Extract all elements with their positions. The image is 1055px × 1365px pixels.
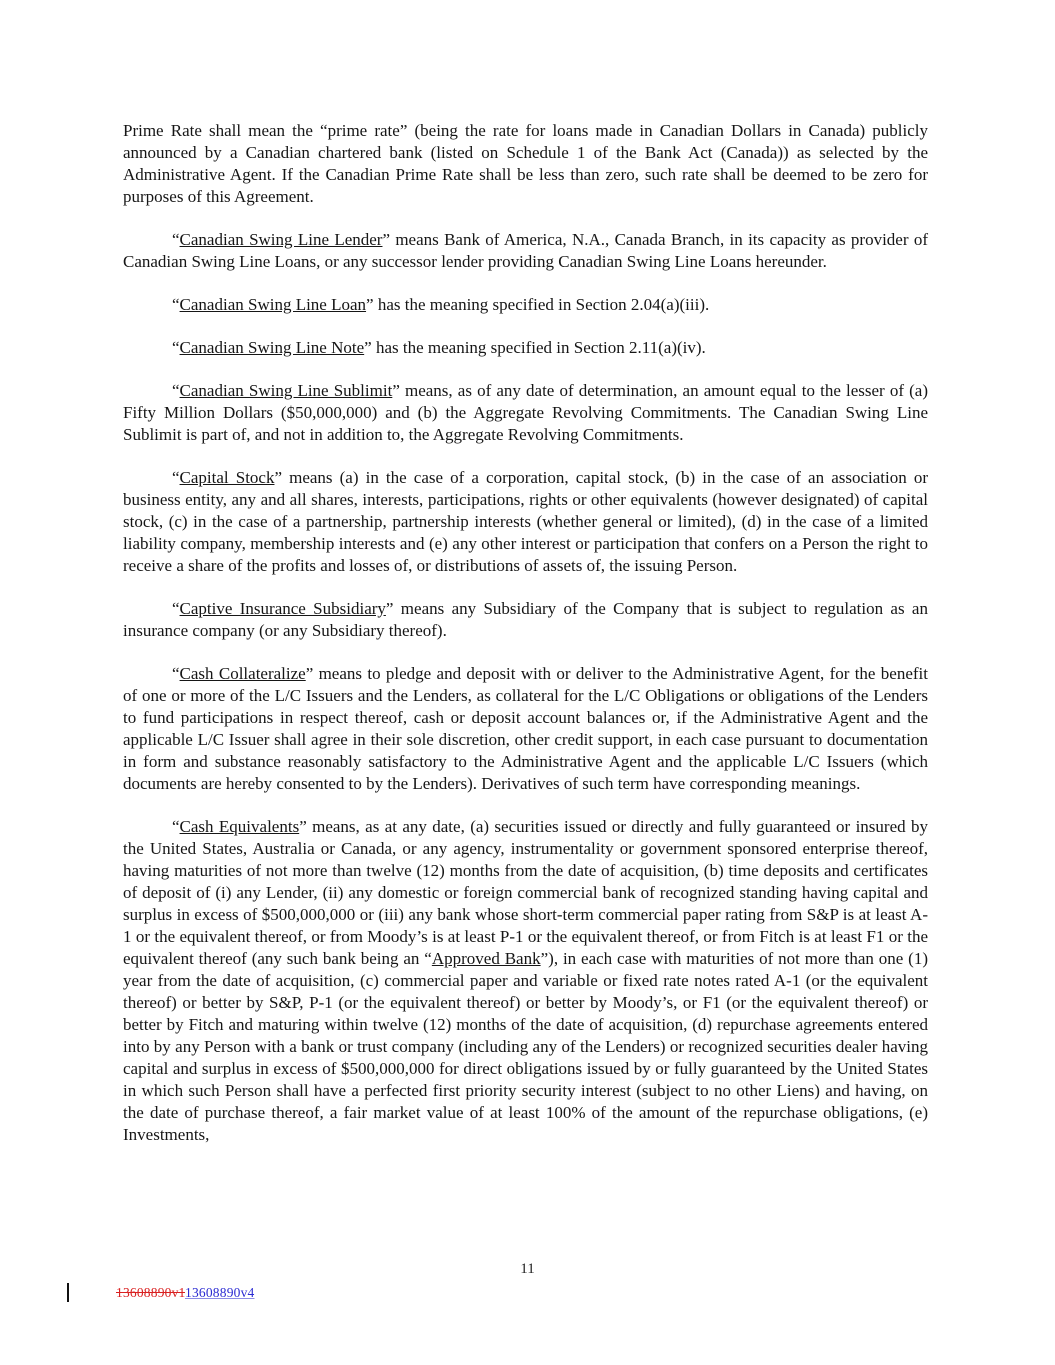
text-run: ” means, as of any date of determination, an amount equal to the lesser of (a) Fifty Million Dollars ($50,000,000) and (b) the Aggregate Revolving Commitments. The Canadian Swing Line Sublimit is part of, and not in addition to, the Aggregate Revolving Commitments. <box>123 381 928 444</box>
paragraph <box>123 380 928 446</box>
text-run: “ <box>172 295 180 314</box>
paragraph <box>123 663 928 795</box>
text-run: “ <box>172 338 180 357</box>
text-run: “ <box>172 599 180 618</box>
paragraph <box>123 120 928 208</box>
defined-term: Approved Bank <box>431 949 541 968</box>
defined-term: Captive Insurance Subsidiary <box>179 599 386 618</box>
defined-term: Canadian Swing Line Sublimit <box>179 381 393 400</box>
defined-term: Canadian Swing Line Note <box>179 338 365 357</box>
text-run: ” means to pledge and deposit with or deliver to the Administrative Agent, for the benefit of one or more of the L/C Issuers and the Lenders, as collateral for the L/C Obligations or obligations of the Lenders to fund participations in respect thereof, cash or deposit account balances or, if the Administrative Agent and the applicable L/C Issuer shall agree in their sole discretion, other credit support, in each case pursuant to documentation in form and substance reasonably satisfactory to the Administrative Agent and the applicable L/C Issuers (which documents are hereby consented to by the Lenders). Derivatives of such term have corresponding meanings. <box>123 664 928 793</box>
text-run: ” has the meaning specified in Section 2.04(a)(iii). <box>366 295 710 314</box>
text-run: Prime Rate shall mean the “prime rate” (being the rate for loans made in Canadian Dollars in Canada) publicly announced by a Canadian chartered bank (listed on Schedule 1 of the Bank Act (Canada)) as selected by the Administrative Agent. If the Canadian Prime Rate shall be less than zero, such rate shall be deemed to be zero for purposes of this Agreement. <box>123 121 928 206</box>
paragraph <box>123 467 928 577</box>
text-run: “ <box>172 817 180 836</box>
defined-term: Canadian Swing Line Lender <box>179 230 383 249</box>
defined-term: Cash Equivalents <box>179 817 300 836</box>
paragraph <box>123 294 928 316</box>
defined-term: Cash Collateralize <box>179 664 306 683</box>
document-content <box>123 120 928 1167</box>
defined-term: Capital Stock <box>179 468 275 487</box>
defined-term: Canadian Swing Line Loan <box>179 295 367 314</box>
text-run: ” means Bank of America, N.A., Canada Branch, in its capacity as provider of Canadian Swing Line Loans, or any successor lender providing Canadian Swing Line Loans hereunder. <box>123 230 928 271</box>
text-run: “ <box>172 468 180 487</box>
text-run: ”), in each case with maturities of not more than one (1) year from the date of acquisition, (c) commercial paper and variable or fixed rate notes rated A-1 (or the equivalent thereof) or better by S&P, P-1 (or the equivalent thereof) or better by Moody’s, or F1 (or the equivalent thereof) or better by Fitch and maturing within twelve (12) months of the date of acquisition, (d) repurchase agreements entered into by any Person with a bank or trust company (including any of the Lenders) or recognized securities dealer having capital and surplus in excess of $500,000,000 for direct obligations issued by or fully guaranteed by the United States in which such Person shall have a perfected first priority security interest (subject to no other Liens) and having, on the date of purchase thereof, a fair market value of at least 100% of the amount of the repurchase obligations, (e) Investments, <box>123 949 928 1144</box>
text-run: “ <box>172 381 180 400</box>
text-run: ” has the meaning specified in Section 2.11(a)(iv). <box>364 338 706 357</box>
paragraph <box>123 337 928 359</box>
change-bar <box>67 1283 69 1302</box>
deleted-doc-ref: 13608890v1 <box>116 1285 185 1300</box>
text-run: ” means any Subsidiary of the Company that is subject to regulation as an insurance company (or any Subsidiary thereof). <box>123 599 928 640</box>
paragraph <box>123 229 928 273</box>
paragraph <box>123 816 928 1146</box>
paragraph <box>123 598 928 642</box>
inserted-doc-ref: 13608890v4 <box>185 1285 255 1300</box>
text-run: “ <box>172 230 180 249</box>
text-run: ” means (a) in the case of a corporation, capital stock, (b) in the case of an association or business entity, any and all shares, interests, participations, rights or other equivalents (however designated) of capital stock, (c) in the case of a partnership, partnership interests (whether general or limited), (d) in the case of a limited liability company, membership interests and (e) any other interest or participation that confers on a Person the right to receive a share of the profits and losses of, or distributions of assets of, the issuing Person. <box>123 468 928 575</box>
page-number: 11 <box>520 1261 535 1277</box>
text-run: “ <box>172 664 180 683</box>
revision-refs <box>116 1285 255 1301</box>
text-run: ” means, as at any date, (a) securities issued or directly and fully guaranteed or insured by the United States, Australia or Canada, or any agency, instrumentality or government sponsored enterprise thereof, having maturities of not more than twelve (12) months from the date of acquisition, (b) time deposits and certificates of deposit of (i) any Lender, (ii) any domestic or foreign commercial bank of recognized standing having capital and surplus in excess of $500,000,000 or (iii) any bank whose short-term commercial paper rating from S&P is at least A-1 or the equivalent thereof, or from Moody’s is at least P-1 or the equivalent thereof, or from Fitch is at least F1 or the equivalent thereof (any such bank being an “ <box>123 817 928 968</box>
